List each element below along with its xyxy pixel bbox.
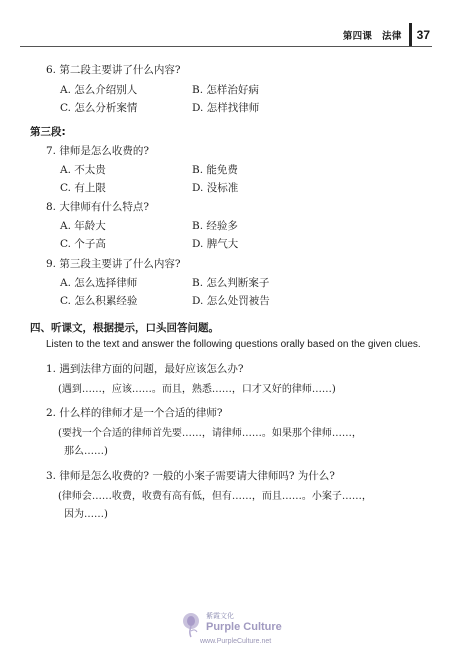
oral-clue-2-cont: 那么……) — [64, 446, 108, 457]
q6-option-b: B. 怎样治好病 — [192, 84, 259, 96]
part-4-title: 四、听课文，根据提示，口头回答问题。 — [30, 322, 219, 334]
q7-option-c: C. 有上限 — [60, 182, 106, 194]
question-8: 8. 大律师有什么特点? — [46, 201, 149, 213]
q9-option-b: B. 怎么判断案子 — [192, 277, 270, 289]
question-9: 9. 第三段主要讲了什么内容? — [46, 258, 181, 270]
watermark-brand: Purple Culture — [206, 621, 282, 633]
q8-option-c: C. 个子高 — [60, 238, 106, 250]
q6-option-a: A. 怎么介绍别人 — [60, 84, 138, 96]
question-6: 6. 第二段主要讲了什么内容? — [46, 64, 181, 76]
header-separator — [409, 23, 412, 47]
q8-option-a: A. 年龄大 — [60, 220, 106, 232]
section-3-title: 第三段: — [30, 126, 66, 138]
purple-culture-watermark — [180, 610, 300, 648]
flower-logo-icon — [180, 612, 202, 638]
lesson-title: 第四课 法律 — [342, 31, 402, 42]
page-number: 37 — [416, 28, 430, 42]
watermark-chinese: 紫霞文化 — [206, 612, 234, 620]
part-4-instruction: Listen to the text and answer the following questions orally based on the given clues. — [46, 339, 421, 350]
q9-option-c: C. 怎么积累经验 — [60, 295, 138, 307]
q9-option-d: D. 怎么处罚被告 — [192, 295, 270, 307]
q7-option-b: B. 能免费 — [192, 164, 238, 176]
watermark-url: www.PurpleCulture.net — [200, 638, 272, 645]
q6-option-c: C. 怎么分析案情 — [60, 102, 138, 114]
q9-option-a: A. 怎么选择律师 — [60, 277, 138, 289]
header-rule — [20, 46, 432, 47]
oral-clue-3: (律师会……收费，收费有高有低，但有……，而且……。小案子……， — [58, 491, 372, 502]
oral-clue-1: (遇到……，应该……。而且，熟悉……，口才又好的律师……) — [58, 384, 336, 395]
page-header — [343, 24, 430, 46]
q8-option-b: B. 经验多 — [192, 220, 238, 232]
oral-clue-3-cont: 因为……) — [64, 509, 108, 520]
q6-option-d: D. 怎样找律师 — [192, 102, 260, 114]
oral-question-1: 1. 遇到法律方面的问题，最好应该怎么办? — [46, 363, 244, 375]
q7-option-d: D. 没标准 — [192, 182, 239, 194]
q7-option-a: A. 不太贵 — [60, 164, 106, 176]
question-7: 7. 律师是怎么收费的? — [46, 145, 149, 157]
oral-clue-2: (要找一个合适的律师首先要……，请律师……。如果那个律师……， — [58, 428, 362, 439]
oral-question-2: 2. 什么样的律师才是一个合适的律师? — [46, 407, 223, 419]
q8-option-d: D. 脾气大 — [192, 238, 239, 250]
oral-question-3: 3. 律师是怎么收费的? 一般的小案子需要请大律师吗? 为什么? — [46, 470, 335, 482]
